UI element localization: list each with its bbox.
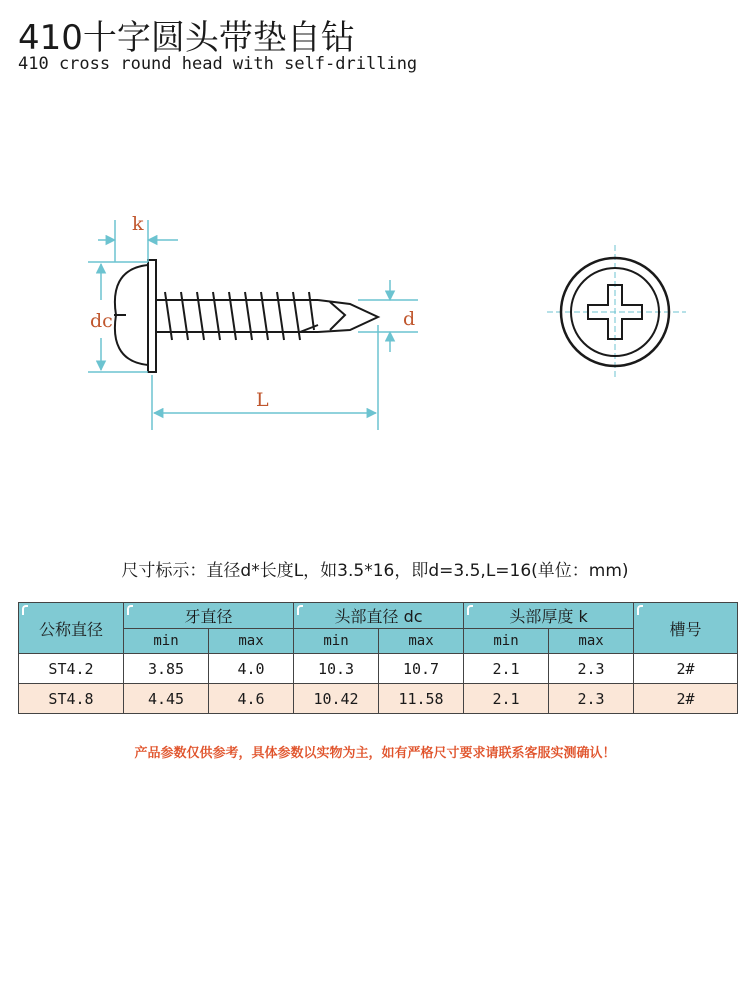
cell-slot: 2# xyxy=(634,684,738,714)
screw-drill-point xyxy=(318,300,378,332)
subheader-min: min xyxy=(464,629,549,654)
cell-thread-min: 4.45 xyxy=(124,684,209,714)
screw-side-view xyxy=(114,260,378,372)
subheader-min: min xyxy=(124,629,209,654)
dim-label-dc: dc xyxy=(90,310,113,332)
header-slot: 槽号 xyxy=(634,603,738,654)
cell-slot: 2# xyxy=(634,654,738,684)
subheader-max: max xyxy=(379,629,464,654)
cell-thread-max: 4.6 xyxy=(209,684,294,714)
dimension-lines xyxy=(88,220,418,430)
cell-nominal: ST4.8 xyxy=(19,684,124,714)
header-thread: 牙直径 xyxy=(124,603,294,629)
page-subtitle: 410 cross round head with self-drilling xyxy=(18,54,418,74)
disclaimer-text: 产品参数仅供参考，具体参数以实物为主，如有严格尺寸要求请联系客服实测确认！ xyxy=(134,746,616,761)
cell-k-max: 2.3 xyxy=(549,684,634,714)
cell-thread-min: 3.85 xyxy=(124,654,209,684)
cell-dc-min: 10.42 xyxy=(294,684,379,714)
subheader-min: min xyxy=(294,629,379,654)
dim-label-L: L xyxy=(256,389,269,411)
screw-washer xyxy=(148,260,156,372)
page-title: 410十字圆头带垫自钻 xyxy=(18,18,355,58)
cell-dc-max: 11.58 xyxy=(379,684,464,714)
header-head-diameter: 头部直径 dc xyxy=(294,603,464,629)
screw-top-view xyxy=(547,245,686,380)
dim-label-d: d xyxy=(403,308,416,330)
cell-k-max: 2.3 xyxy=(549,654,634,684)
table-row xyxy=(19,654,738,684)
cell-dc-max: 10.7 xyxy=(379,654,464,684)
cell-k-min: 2.1 xyxy=(464,654,549,684)
cell-k-min: 2.1 xyxy=(464,684,549,714)
cell-thread-max: 4.0 xyxy=(209,654,294,684)
size-notation: 尺寸标示：直径d*长度L，如3.5*16，即d=3.5,L=16(单位：mm) xyxy=(121,561,629,581)
screw-technical-drawing xyxy=(0,190,750,440)
header-head-thickness: 头部厚度 k xyxy=(464,603,634,629)
header-nominal: 公称直径 xyxy=(19,603,124,654)
cell-dc-min: 10.3 xyxy=(294,654,379,684)
spec-table xyxy=(18,602,738,714)
cell-nominal: ST4.2 xyxy=(19,654,124,684)
subheader-max: max xyxy=(209,629,294,654)
table-row xyxy=(19,684,738,714)
subheader-max: max xyxy=(549,629,634,654)
dim-label-k: k xyxy=(132,213,144,235)
